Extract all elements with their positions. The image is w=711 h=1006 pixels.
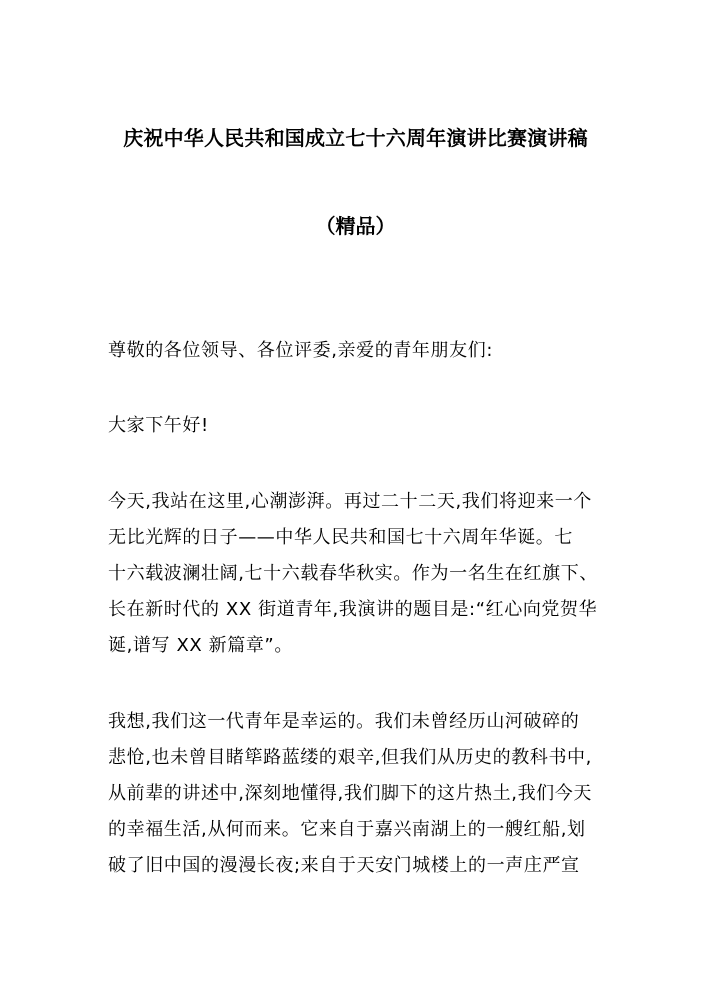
paragraph-introduction bbox=[108, 484, 608, 664]
document-title: 庆祝中华人民共和国成立七十六周年演讲比赛演讲稿 bbox=[123, 126, 588, 150]
paragraph-greeting bbox=[108, 408, 608, 444]
paragraph-line: 的幸福生活,从何而来。它来自于嘉兴南湖上的一艘红船,划 bbox=[108, 819, 586, 840]
paragraph-line: 长在新时代的 XX 街道青年,我演讲的题目是:“红心向党贺华 bbox=[108, 599, 598, 620]
paragraph-line: 诞,谱写 XX 新篇章”。 bbox=[108, 635, 293, 656]
paragraph-line: 悲怆,也未曾目睹筚路蓝缕的艰辛,但我们从历史的教科书中, bbox=[108, 747, 592, 768]
paragraph-line: 无比光辉的日子——中华人民共和国七十六周年华诞。七 bbox=[108, 527, 573, 548]
paragraph-line: 破了旧中国的漫漫长夜;来自于天安门城楼上的一声庄严宣 bbox=[108, 855, 580, 876]
paragraph-line: 从前辈的讲述中,深刻地懂得,我们脚下的这片热土,我们今天 bbox=[108, 783, 592, 804]
paragraph-line: 今天,我站在这里,心潮澎湃。再过二十二天,我们将迎来一个 bbox=[108, 491, 592, 512]
document-subtitle: （精品） bbox=[315, 214, 396, 238]
paragraph-line: 大家下午好! bbox=[108, 415, 209, 436]
paragraph-salutation bbox=[108, 333, 608, 369]
paragraph-line: 我想,我们这一代青年是幸运的。我们未曾经历山河破碎的 bbox=[108, 711, 580, 732]
paragraph-line: 十六载波澜壮阔,七十六载春华秋实。作为一名生在红旗下、 bbox=[108, 563, 598, 584]
paragraph-line: 尊敬的各位领导、各位评委,亲爱的青年朋友们: bbox=[108, 340, 493, 361]
paragraph-reflection bbox=[108, 704, 608, 884]
